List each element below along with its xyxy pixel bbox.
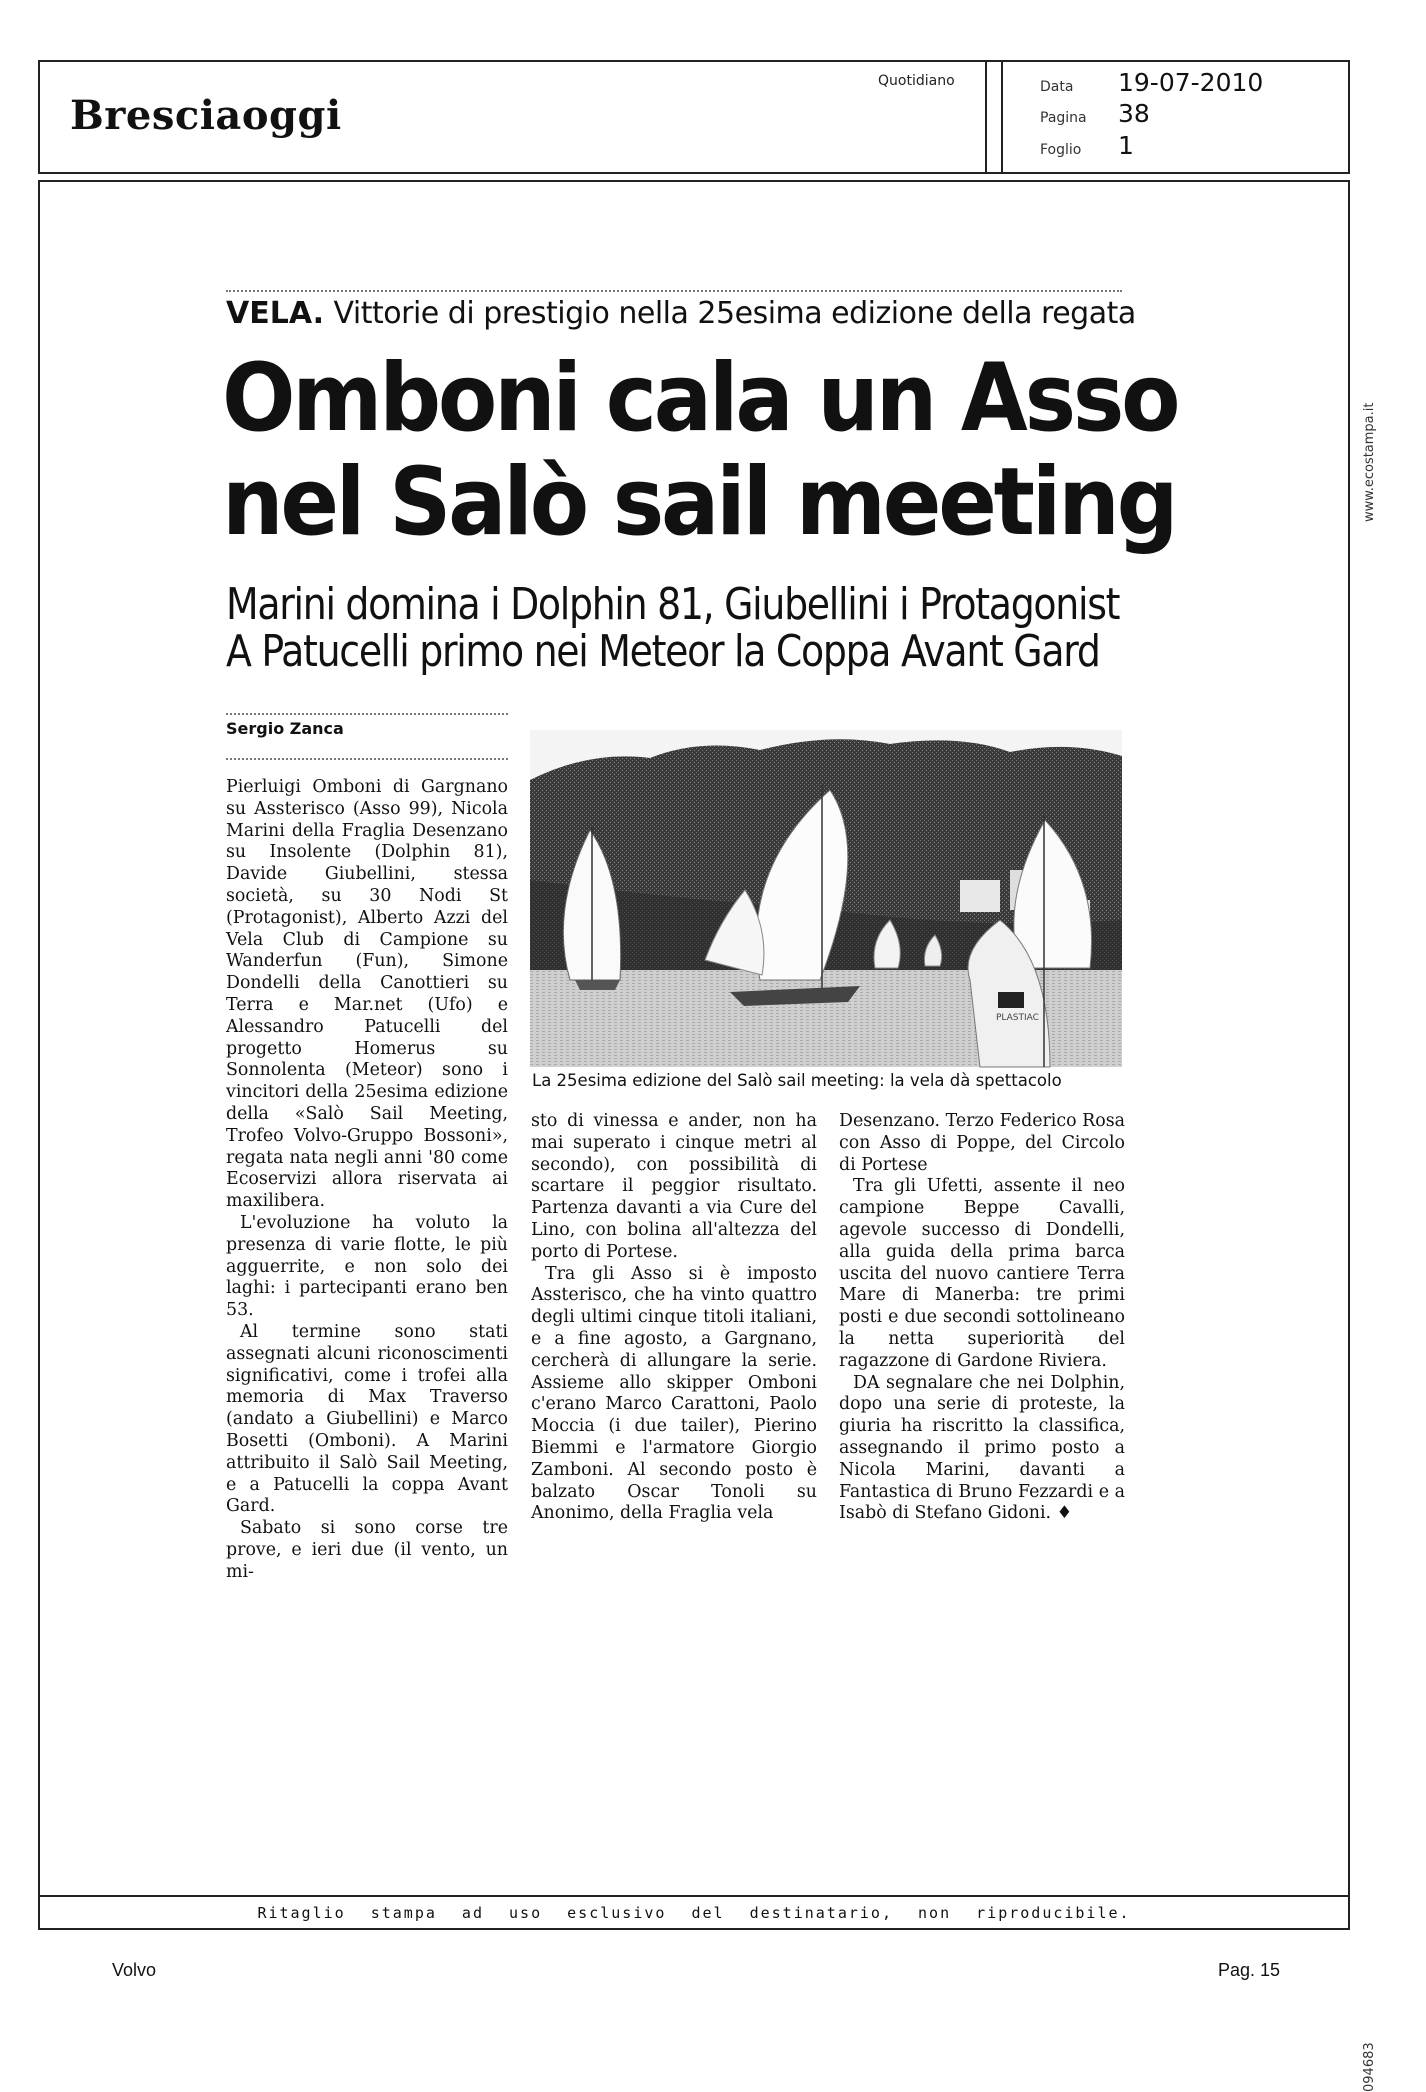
article-kicker <box>226 296 1136 331</box>
meta-page <box>1040 99 1150 128</box>
kicker-rule <box>226 290 1122 292</box>
paragraph: Sabato si sono corse tre prove, e ieri due (il vento, un mi- <box>226 1518 508 1582</box>
paragraph: DA segnalare che nei Dolphin, dopo una serie di proteste, la giuria ha riscritto la classifica, assegnando il primo posto a Nicola Marini, davanti a Fantastica di Bruno Fezzardi e a Isabò di Stefano Gidoni. ♦ <box>839 1372 1125 1524</box>
kicker-text: Vittorie di prestigio nella 25esima edizione della regata <box>333 296 1136 331</box>
paragraph: Tra gli Ufetti, assente il neo campione Beppe Cavalli, agevole successo di Dondelli, alla guida della prima barca uscita del nuovo cantiere Terra Mare di Manerba: tre primi posti e due secondi sottolineano la netta superiorità del ragazzone di Gardone Riviera. <box>839 1176 1125 1371</box>
byline-rule-top <box>226 713 508 715</box>
headline-line-2: nel Salò sail meeting <box>222 448 1176 557</box>
meta-sheet <box>1040 131 1134 160</box>
reproduction-notice: Ritaglio stampa ad uso esclusivo del destinatario, non riproducibile. <box>257 1904 1131 1922</box>
meta-date-label: Data <box>1040 79 1074 95</box>
paragraph: Tra gli Asso si è imposto Assterisco, che ha vinto quattro degli ultimi cinque titoli italiani, e a fine agosto, a Gargnano, cercherà di allungare la serie. Assieme allo skipper Omboni c'erano Marco Carattoni, Paolo Moccia (i due tailer), Pierino Biemmi e l'armatore Giorgio Zamboni. Al secondo posto è balzato Oscar Tonoli su Anonimo, della Fraglia vela <box>531 1263 817 1524</box>
photo-caption: La 25esima edizione del Salò sail meeting: la vela dà spettacolo <box>532 1071 1062 1090</box>
byline: Sergio Zanca <box>226 719 344 738</box>
meta-page-value: 38 <box>1118 99 1150 128</box>
meta-date-value: 19-07-2010 <box>1118 68 1264 97</box>
client-name: Volvo <box>112 1960 157 1980</box>
headline-line-1: Omboni cala un Asso <box>222 344 1178 453</box>
meta-sheet-value: 1 <box>1118 131 1134 160</box>
clipping-header <box>38 60 1350 174</box>
deck-line-1: Marini domina i Dolphin 81, Giubellini i Protagonist <box>226 579 1120 630</box>
article-column-1 <box>226 777 508 1583</box>
meta-sheet-label: Foglio <box>1040 142 1082 158</box>
sailboats-image <box>530 730 1122 1067</box>
sail-logo-text: PLASTIAC <box>996 1013 1039 1023</box>
paragraph: Pierluigi Omboni di Gargnano su Assterisco (Asso 99), Nicola Marini della Fraglia Desenzano su Insolente (Dolphin 81), Davide Giubellini, stessa società, su 30 Nodi St (Protagonist), Alberto Azzi del Vela Club di Campione su Wanderfun (Fun), Simone Dondelli della Canottieri su Terra e Mar.net (Ufo) e Alessandro Patucelli del progetto Homerus su Sonnolenta (Meteor) sono i vincitori della 25esima edizione della «Salò Sail Meeting, Trofeo Volvo-Gruppo Bossoni», regata nata negli anni '80 come Ecoservizi allora riservata ai maxilibera. <box>226 777 508 1212</box>
website-vertical: www.ecostampa.it <box>1362 402 1377 522</box>
masthead: Bresciaoggi <box>70 92 342 139</box>
meta-date <box>1040 68 1263 97</box>
paragraph: sto di vinessa e ander, non ha mai superato i cinque metri al secondo), con possibilità di scartare il peggior risultato. Partenza davanti a via Cure del Lino, con bolina all'altezza del porto di Portese. <box>531 1111 817 1262</box>
byline-rule-bottom <box>226 758 508 760</box>
page-number: Pag. 15 <box>1218 1960 1281 1980</box>
kicker-section: VELA. <box>226 296 324 331</box>
regatta-photo <box>530 730 1122 1067</box>
paragraph: Al termine sono stati assegnati alcuni riconoscimenti significativi, come i trofei alla memoria di Max Traverso (andato a Giubellini) e Marco Bosetti (Omboni). A Marini attribuito il Salò Sail Meeting, e a Patucelli la coppa Avant Gard. <box>226 1321 508 1517</box>
article-column-3 <box>839 1111 1125 1525</box>
article-column-2 <box>531 1111 817 1525</box>
publication-type: Quotidiano <box>878 73 955 89</box>
paragraph: L'evoluzione ha voluto la presenza di varie flotte, le più agguerrite, e non solo dei laghi: i partecipanti erano ben 53. <box>226 1212 508 1321</box>
deck-line-2: A Patucelli primo nei Meteor la Coppa Avant Gard <box>226 626 1100 677</box>
paragraph: Desenzano. Terzo Federico Rosa con Asso di Poppe, del Circolo di Portese <box>839 1111 1125 1175</box>
clipping-code: 094683 <box>1362 2042 1377 2092</box>
header-divider <box>985 62 1003 172</box>
footer-divider <box>40 1895 1348 1897</box>
meta-page-label: Pagina <box>1040 110 1087 126</box>
